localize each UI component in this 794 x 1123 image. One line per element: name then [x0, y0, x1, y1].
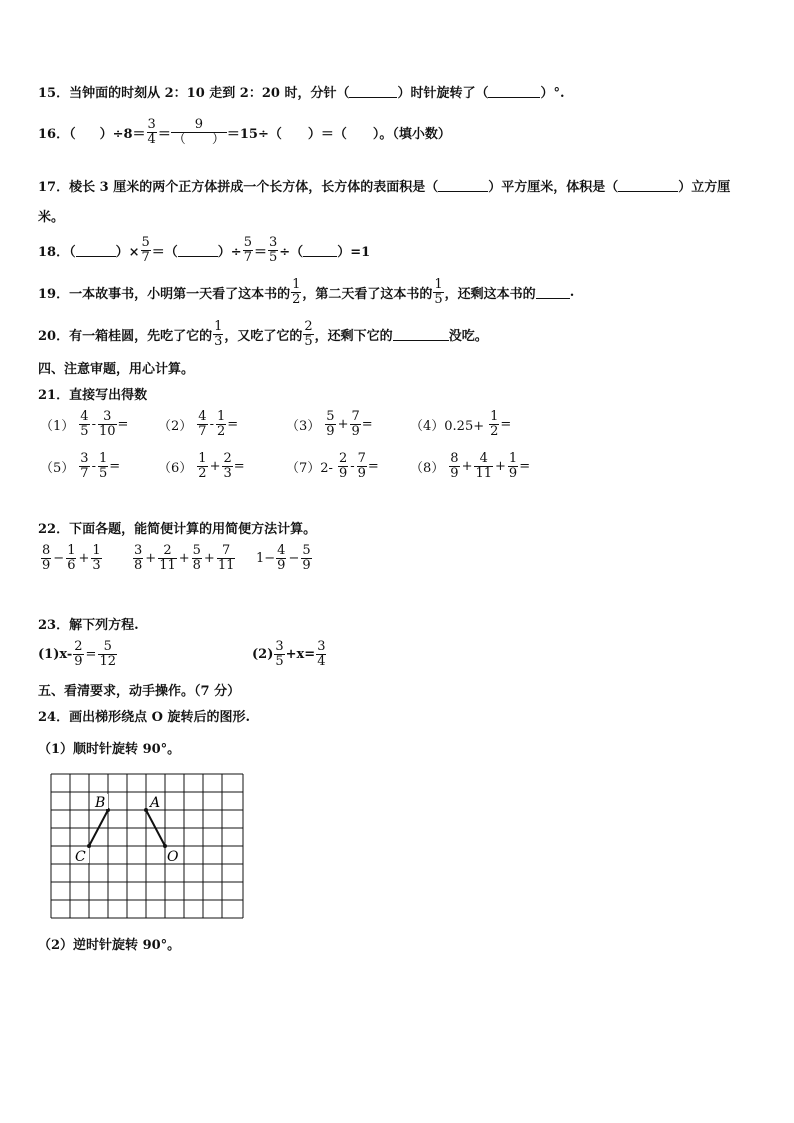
fraction: $\frac{1}{2}$ — [292, 277, 301, 307]
fraction: $\frac{1}{3}$ — [214, 319, 223, 349]
point-c — [87, 844, 91, 848]
q16-text: ＝15÷（ ）＝（ ）。（填小数） — [226, 126, 451, 142]
fraction: $\frac{3}{4}$ — [147, 117, 156, 147]
q24-part-1: （1）顺时针旋转 90°。 — [38, 742, 181, 757]
q15-text: ）°. — [540, 86, 565, 101]
q21-item-5: （5） $\frac{3}{7}$ - $\frac{1}{5}$ = — [40, 451, 121, 481]
answer-blank[interactable] — [536, 286, 570, 299]
q22-expression-3: 1− $\frac{4}{9}$ − $\frac{5}{9}$ — [256, 543, 311, 573]
q21-item-6: （6） $\frac{1}{2}$ + $\frac{2}{3}$ = — [158, 451, 245, 481]
fraction: $\frac{1}{5}$ — [434, 277, 443, 307]
question-15 — [38, 82, 565, 101]
section-5-heading: 五、看清要求，动手操作。（7 分） — [38, 684, 241, 699]
fraction: $\frac{2}{5}$ — [304, 319, 313, 349]
answer-blank[interactable] — [303, 244, 337, 257]
q24-part-2: （2）逆时针旋转 90°。 — [38, 938, 181, 953]
question-24-title: 24．画出梯形绕点 O 旋转后的图形. — [38, 710, 250, 725]
question-23-title: 23．解下列方程. — [38, 618, 139, 633]
q23-equation-1: (1)x- $\frac{2}{9}$ = $\frac{5}{12}$ — [38, 639, 116, 669]
question-19: 19．一本故事书，小明第一天看了这本书的 $\frac{1}{2}$ ，第二天看了这本书的 $\frac{1}{5}$ ，还剩这本书的 . — [38, 277, 575, 307]
q22-expression-1: $\frac{8}{9}$ − $\frac{1}{6}$ + $\frac{1}{3}$ — [42, 543, 101, 573]
q17-text: ）平方厘米，体积是（ — [488, 180, 619, 195]
question-17-continued — [38, 206, 64, 225]
question-22-title: 22．下面各题，能简便计算的用简便方法计算。 — [38, 522, 317, 537]
answer-blank[interactable] — [438, 179, 488, 192]
q15-text: 15．当钟面的时刻从 2：10 走到 2：20 时，分针（ — [38, 86, 350, 101]
q16-text: ＝ — [157, 126, 171, 142]
q17-text: 17．棱长 3 厘米的两个正方体拼成一个长方体，长方体的表面积是（ — [38, 180, 439, 195]
label-o: O — [167, 849, 179, 865]
label-c: C — [75, 849, 86, 865]
q15-text: ）时针旋转了（ — [397, 86, 489, 101]
q21-item-3: （3） $\frac{5}{9}$ + $\frac{7}{9}$ = — [286, 409, 373, 439]
question-17 — [38, 176, 730, 195]
answer-blank[interactable] — [76, 244, 116, 257]
question-18: 18．（ ）× $\frac{5}{7}$ ＝（ ）÷ $\frac{5}{7}$ ＝ $\frac{3}{5}$ ÷（ ）=1 — [38, 235, 371, 265]
answer-blank[interactable] — [178, 244, 218, 257]
point-a — [144, 808, 148, 812]
question-21-title: 21．直接写出得数 — [38, 388, 148, 403]
q21-item-8: （8） $\frac{8}{9}$ + $\frac{4}{11}$ + $\frac{1}{9}$ = — [410, 451, 531, 481]
section-4-heading: 四、注意审题，用心计算。 — [38, 362, 195, 377]
q16-text: ）÷8＝ — [99, 126, 146, 142]
q21-item-4: （4）0.25+ $\frac{1}{2}$ = — [410, 409, 512, 439]
answer-blank[interactable] — [618, 179, 678, 192]
label-b: B — [95, 795, 106, 811]
fraction: $\frac{5}{7}$ — [243, 235, 252, 265]
q21-item-7: （7）2- $\frac{2}{9}$ - $\frac{7}{9}$ = — [286, 451, 379, 481]
point-o — [163, 844, 167, 848]
answer-blank[interactable] — [488, 85, 540, 98]
label-a: A — [150, 795, 161, 811]
q17-text: ）立方厘 — [678, 180, 731, 195]
q22-expression-2: $\frac{3}{8}$ + $\frac{2}{11}$ + $\frac{5}{8}$ + $\frac{7}{11}$ — [134, 543, 235, 573]
q16-text: 16．（ — [38, 126, 76, 142]
q17-text: 米。 — [38, 210, 65, 225]
grid-lines — [51, 774, 243, 918]
fraction: $\frac{3}{5}$ — [269, 235, 278, 265]
q21-item-2: （2） $\frac{4}{7}$ - $\frac{1}{2}$ = — [158, 409, 239, 439]
question-20: 20．有一箱桂圆，先吃了它的 $\frac{1}{3}$ ，又吃了它的 $\frac{2}{5}$ ，还剩下它的 没吃。 — [38, 319, 488, 349]
q23-equation-2: (2) $\frac{3}{5}$ +x= $\frac{3}{4}$ — [252, 639, 326, 669]
answer-blank[interactable] — [349, 85, 397, 98]
question-16 — [38, 118, 451, 146]
answer-blank[interactable] — [393, 328, 449, 341]
q21-item-1: （1） $\frac{4}{5}$ - $\frac{3}{10}$ = — [40, 409, 129, 439]
fraction: $\frac{9}{( )}$ — [172, 117, 225, 147]
rotation-grid[interactable] — [50, 773, 244, 919]
fraction: $\frac{5}{7}$ — [141, 235, 150, 265]
